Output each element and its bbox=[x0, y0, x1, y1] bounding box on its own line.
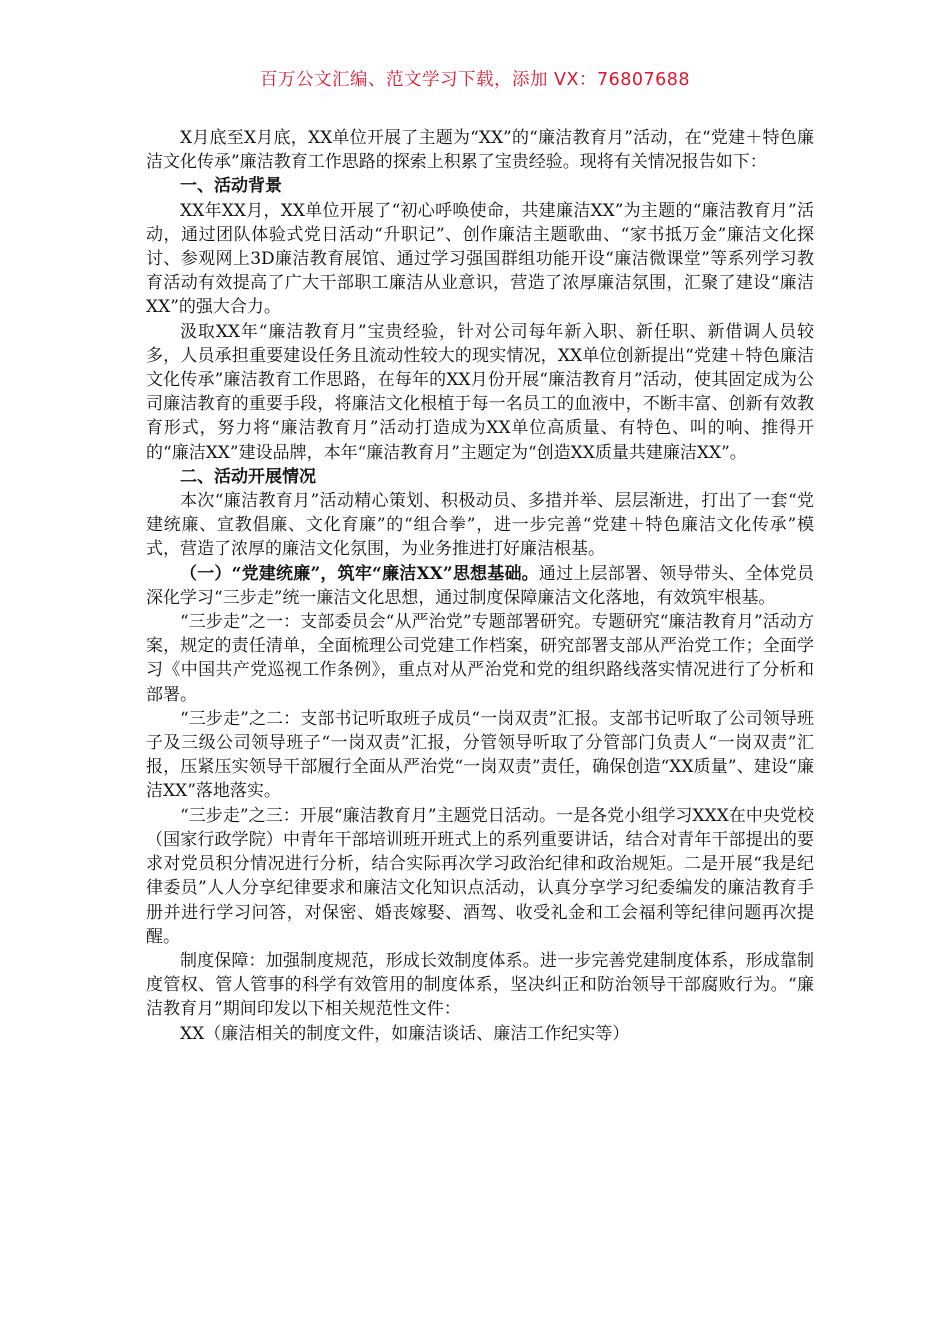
section-heading-background: 一、活动背景 bbox=[180, 176, 282, 197]
documents-list-paragraph: XX（廉洁相关的制度文件，如廉洁谈话、廉洁工作纪实等） bbox=[180, 1023, 630, 1044]
step-three-paragraph: “三步走”之三：开展“廉洁教育月”主题党日活动。一是各党小组学习XXX在中央党校（国家行政学院）中青年干部培训班开班式上的系列重要讲话，结合对青年干部提出的要求对党员积分情况进行分析，结合实际再次学习政治纪律和政治规矩。二是开展“我是纪律委员”人人分享纪律要求和廉洁文化知识点活动，认真分享学习纪委编发的廉洁教育手册并进行学习问答，对保密、婚丧嫁娶、酒驾、收受礼金和工会福利等纪律问题再次提醒。 bbox=[146, 805, 814, 947]
watermark-banner: 百万公文汇编、范文学习下载，添加 VX：76807688 bbox=[259, 70, 691, 90]
step-one-paragraph: “三步走”之一：支部委员会“从严治党”专题部署研究。专题研究“廉洁教育月”活动方案，规定的责任清单，全面梳理公司党建工作档案，研究部署支部从严治党工作；全面学习《中国共产党巡视工作条例》，重点对从严治党和党的组织路线落实情况进行了分析和部署。 bbox=[146, 612, 814, 705]
section-heading-activities: 二、活动开展情况 bbox=[180, 466, 316, 487]
intro-paragraph: X月底至X月底，XX单位开展了主题为“XX”的“廉洁教育月”活动，在“党建＋特色廉洁文化传承”廉洁教育工作思路的探索上积累了宝贵经验。现将有关情况报告如下： bbox=[146, 128, 814, 173]
subsection-paragraph bbox=[146, 562, 814, 610]
background-paragraph-2: 汲取XX年“廉洁教育月”宝贵经验，针对公司每年新入职、新任职、新借调人员较多，人员承担重要建设任务且流动性较大的现实情况，XX单位创新提出“党建＋特色廉洁文化传承”廉洁教育工作思路，在每年的XX月份开展“廉洁教育月”活动，使其固定成为公司廉洁教育的重要手段，将廉洁文化根植于每一名员工的血液中，不断丰富、创新有效教育形式，努力将“廉洁教育月”活动打造成为XX单位高质量、有特色、叫的响、推得开的“廉洁XX”建设品牌，本年“廉洁教育月”主题定为“创造XX质量共建廉洁XX”。 bbox=[146, 321, 814, 463]
system-guarantee-paragraph: 制度保障：加强制度规范，形成长效制度体系。进一步完善党建制度体系，形成靠制度管权、管人管事的科学有效管用的制度体系，坚决纠正和防治领导干部腐败行为。“廉洁教育月”期间印发以下相关规范性文件： bbox=[146, 950, 814, 1020]
background-paragraph-1: XX年XX月，XX单位开展了“初心呼唤使命，共建廉洁XX”为主题的“廉洁教育月”活动，通过团队体验式党日活动“升职记”、创作廉洁主题歌曲、“家书抵万金”廉洁文化探讨、参观网上3D廉洁教育展馆、通过学习强国群组功能开设“廉洁微课堂”等系列学习教育活动有效提高了广大干部职工廉洁从业意识，营造了浓厚廉洁氛围，汇聚了建设“廉洁XX”的强大合力。 bbox=[146, 200, 814, 318]
document-body bbox=[146, 126, 814, 1046]
subsection-heading: （一）“党建统廉”，筑牢“廉洁XX”思想基础。 bbox=[180, 563, 539, 584]
activities-paragraph: 本次“廉洁教育月”活动精心策划、积极动员、多措并举、层层渐进，打出了一套“党建统廉、宣教倡廉、文化育廉”的“组合拳”，进一步完善“党建＋特色廉洁文化传承”模式，营造了浓厚的廉洁文化氛围，为业务推进打好廉洁根基。 bbox=[146, 491, 814, 560]
step-two-paragraph: “三步走”之二：支部书记听取班子成员“一岗双责”汇报。支部书记听取了公司领导班子及三级公司领导班子“一岗双责”汇报，分管领导听取了分管部门负责人“一岗双责”汇报，压紧压实领导干部履行全面从严治党“一岗双责”责任，确保创造“XX质量”、建设“廉洁XX”落地落实。 bbox=[146, 708, 814, 802]
subsection-text: 通过上层部署、领导带头、全体党员深化学习“三步走”统一廉洁文化思想，通过制度保障廉洁文化落地，有效筑牢根基。 bbox=[146, 563, 814, 608]
